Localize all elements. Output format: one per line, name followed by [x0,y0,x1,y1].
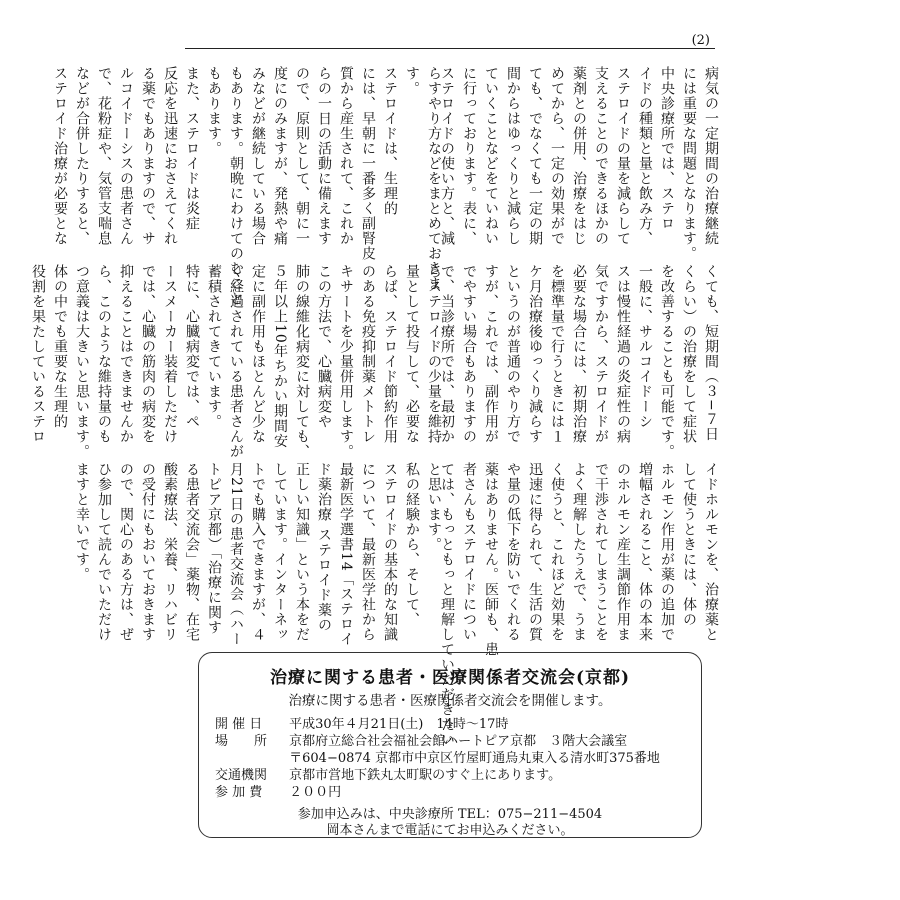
text-column-middle-left: らステロイドの少量を維持 量として投与して、必要な らば、ステロイド節約作用 のある免疫抑制薬メトトレ キサートを少量併用します。 この方法で、心臓病変や 肺の線維化病変に対しても、 ５年以上10年ちかい期間安 定に副作用もほとんど少な く経過されている患者さんが 蓄積されてきています。 特に、心臓病変では、ペ ースメーカー装着しただけ では、心臓の筋肉の病変を 抑えることはできませんか ら、このような維持量のも つ意義は大きいと思います。 体の中でも重要な生理的 役割を果たしているステロ [30,264,442,459]
address-value: 〒604−0874 京都市中京区竹屋町通烏丸東入る清水町375番地 [289,751,660,766]
transport-label: 交通機関 [215,768,268,783]
fee-row [215,781,341,800]
transport-value: 京都市営地下鉄丸太町駅のすぐ上にあります。 [289,768,562,783]
text-column-bottom-left: と思います。 私の経験から、そして、 ステロイドの基本的な知識 について、最新医学社から 最新医学選書14「ステロイ ド薬治療 ステロイド薬の 正しい知識」という本をだ しています。インターネッ トでも購入できますが、４ 月21日の患者交流会（ハー トピア京都）「治療に関す る患者交流会」薬物、在宅 酸素療法、栄養、リハビリ の受付にもおいておきます ので、関心のある方は、ぜ ひ参加して読んでいただけ ますと幸いです。 [74,462,442,647]
text-column-top-right: 病気の一定期間の治療継続 には重要な問題となります。 中央診療所では、ステロ イドの種類と量と飲み方、 ステロイドの量を減らして 支えることのできるほかの 薬剤との併用、治療をはじ めてから、一定の効果がで ても、でなくても一定の期 間からはゆっくりと減らし ていくことなどをていねい に行っております。表に、 ステロイドの使い方と、減 [439,66,719,261]
text-column-middle-right: くても、短期間（３−７日 くらい）の治療をして症状 を改善することも可能です。 一般に、サルコイドーシ スは慢性経過の炎症性の病 気ですから、ステロイドが 必要な場合には、初期治療 を標準量で行うときには１ ケ月治療後ゆっくり減らす というのが普通のやり方で すが、これでは、副作用が でやすい場合もありますの で、当診療所では、最初か [439,264,719,459]
page-number: (2) [691,33,710,48]
notice-subtitle: 治療に関する患者・医療関係者交流会を開催します。 [288,693,612,709]
date-label: 開 催 日 [215,717,263,732]
fee-label: 参 加 費 [215,785,263,800]
notice-title: 治療に関する患者・医療関係者交流会(京都) [269,668,631,688]
date-value: 平成30年４月21日(土) 14時〜17時 [289,717,509,732]
header-divider [185,48,715,49]
text-column-top-left: らすやり方などをまとめておきま す。 ステロイドは、生理的 には、早朝に一番多く副腎皮 質から産生されて、これか らの一日の活動に備えます ので、原則として、朝に一 度にのみますが、発熱や痛 みなどが継続している場合 もあります。朝晩にわけてのむこと もあります。 また、ステロイドは炎症 反応を迅速におさえてくれ る薬でもありますので、サ ルコイドーシスの患者さん で、花粉症や、気管支喘息 などが合併したりすると、 ステロイド治療が必要とな [52,66,442,306]
venue-label: 場 所 [215,734,268,749]
contact-line-1: 参加申込みは、中央診療所 TEL：075−211−4504 [297,807,603,822]
contact-line-2: 岡本さんまで電話にてお申込みください。 [326,823,574,838]
text-column-bottom-right: イドホルモンを、治療薬と して使うときには、体の ホルモン作用が薬の追加で 増幅されること、体の本来 のホルモン産生調節作用ま で干渉されてしまうことを よく理解したうえで、うま く使うと、これほど効果を 迅速に得られて、生活の質 や量の低下を防いでくれる 薬はありません。医師も、患 者さんもステロイドについ ては、もっともっと理解していただきたい [439,462,719,747]
venue-value: 京都府立総合社会福祉会館ハートピア京都 ３階大会議室 [289,734,628,749]
fee-value: ２００円 [289,785,342,800]
event-notice-box [198,652,702,838]
